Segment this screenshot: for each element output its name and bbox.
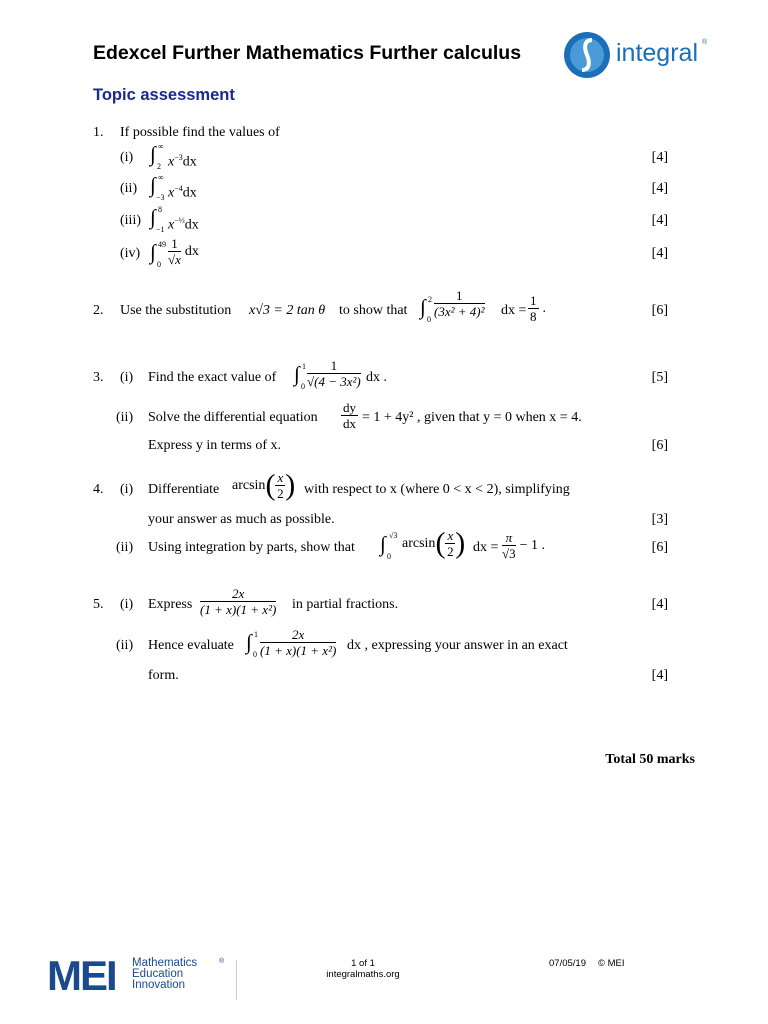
q4-ii-marks: [6] — [651, 540, 668, 555]
page-title: Edexcel Further Mathematics Further calculus — [93, 42, 522, 64]
footer-divider — [236, 960, 237, 1000]
q4-i-marks: [3] — [651, 512, 668, 527]
q3-number: 3. — [93, 370, 104, 385]
q4-ii-integral: ∫ √3 0 — [380, 531, 398, 561]
q2-fraction: $\frac{1}{\text{(3x² + 4)²}}$ — [434, 288, 485, 319]
mei-reg-mark: ® — [219, 958, 225, 965]
q2-number: 2. — [93, 303, 104, 318]
q3-i-label: (i) — [120, 370, 134, 385]
mei-line3: Innovation — [132, 979, 186, 991]
mei-logo-mark: MEI — [47, 952, 116, 999]
q1-ii-integrand: $x^{-4}dx$ — [168, 184, 197, 201]
q4-i-text-a: Differentiate — [148, 482, 220, 497]
q1-i-integral: ∫ ∞ 2 — [150, 142, 164, 171]
q5-i-label: (i) — [120, 597, 134, 612]
q5-i-text-a: Express — [148, 597, 193, 612]
q5-i-text-b: in partial fractions. — [292, 597, 399, 612]
q1-ii-marks: [4] — [651, 181, 668, 196]
q1-ii-integral: ∫ ∞ −3 — [150, 173, 165, 202]
lower-limit: −1 — [156, 225, 165, 234]
upper-limit: 1 — [302, 362, 306, 371]
q1-iii-integrand: $x^{-\frac{1}{3}}dx$ — [168, 216, 199, 233]
mei-logo-words — [132, 958, 197, 991]
q3-ii-derivative: $\frac{dy}{dx}$ — [343, 400, 356, 431]
mei-logo — [47, 952, 237, 999]
q2-integral: ∫ 2 0 — [420, 295, 432, 324]
q5-ii-marks: [4] — [651, 668, 668, 683]
q1-part-label: (iii) — [120, 213, 141, 228]
q5-i-fraction: $\frac{2x}{\text{(1 + x)(1 + x²)}}$ — [200, 586, 277, 617]
integral-logo-icon — [562, 30, 614, 80]
q3-i-fraction: $\frac{1}{\text{√(4 − 3x²)}}$ — [307, 358, 361, 389]
q4-number: 4. — [93, 482, 104, 497]
page-subtitle: Topic assessment — [93, 86, 235, 104]
q3-i-integral: ∫ 1 0 — [294, 362, 306, 391]
q2-marks: [6] — [651, 303, 668, 318]
lower-limit: 0 — [301, 382, 305, 391]
lower-limit: 0 — [253, 650, 257, 659]
total-marks: Total 50 marks — [605, 752, 695, 767]
q4-ii-dx: dx = — [473, 540, 499, 555]
q2-dx: dx = — [501, 303, 527, 318]
q1-iv-integral: ∫ 49 0 — [150, 240, 166, 269]
integral-logo-text: integral — [616, 39, 698, 67]
q5-ii-label: (ii) — [116, 638, 134, 653]
q1-i-marks: [4] — [651, 150, 668, 165]
lower-limit: 2 — [157, 162, 161, 171]
q5-ii-integral: ∫ 1 0 — [246, 630, 258, 659]
upper-limit: 8 — [158, 205, 162, 214]
q2-text-a: Use the substitution — [120, 303, 232, 318]
q1-i-integrand: $x^{-3}dx$ — [168, 153, 197, 170]
lower-limit: −3 — [156, 193, 165, 202]
q1-iii-integral: ∫ 8 −1 — [150, 205, 165, 234]
upper-limit: 49 — [158, 240, 166, 249]
q3-ii-rhs: = 1 + 4y² , given that y = 0 when x = 4. — [362, 410, 582, 425]
q1-number: 1. — [93, 125, 104, 140]
q2-text-b: to show that — [339, 303, 408, 318]
q4-i-label: (i) — [120, 482, 134, 497]
lower-limit: 0 — [387, 552, 391, 561]
q4-ii-result: $\frac{\pi}{√3}$ − 1 . — [502, 530, 546, 561]
q5-ii-line2: form. — [148, 668, 179, 683]
q5-ii-text-b: dx , expressing your answer in an exact — [347, 638, 568, 653]
q5-i-marks: [4] — [651, 597, 668, 612]
q3-i-text: Find the exact value of — [148, 370, 277, 385]
q3-ii-label: (ii) — [116, 410, 134, 425]
upper-limit: 1 — [254, 630, 258, 639]
q4-ii-text: Using integration by parts, show that — [148, 540, 355, 555]
upper-limit: ∞ — [158, 173, 164, 182]
q1-part-label: (ii) — [120, 181, 138, 196]
upper-limit: √3 — [389, 531, 398, 540]
q1-iv-fraction: $\frac{1}{√x}$ dx — [168, 236, 199, 267]
mei-line1: Mathematics — [132, 957, 198, 969]
q3-ii-text: Solve the differential equation — [148, 410, 318, 425]
footer-page: 1 of 1 — [351, 958, 375, 969]
footer-date: 07/05/19 — [549, 958, 586, 969]
q1-part-label: (iv) — [120, 246, 141, 261]
integral-logo-reg: ® — [702, 39, 708, 46]
q4-i-arcsin: arcsin( $\frac{x}{2}$ ) — [232, 468, 296, 502]
q1-iv-marks: [4] — [651, 246, 668, 261]
q5-ii-fraction: $\frac{2x}{\text{(1 + x)(1 + x²)}}$ — [260, 627, 337, 658]
q2-substitution: x√3 = 2 tan θ — [249, 303, 326, 318]
q4-ii-arcsin: arcsin( $\frac{x}{2}$ ) — [402, 526, 466, 560]
q4-i-line2: your answer as much as possible. — [148, 512, 335, 527]
upper-limit: 2 — [428, 295, 432, 304]
lower-limit: 0 — [157, 260, 161, 269]
q1-stem: If possible find the values of — [120, 125, 280, 140]
q1-part-label: (i) — [120, 150, 134, 165]
lower-limit: 0 — [427, 315, 431, 324]
q1-iii-marks: [4] — [651, 213, 668, 228]
q4-i-text-b: with respect to x (where 0 < x < 2), simplifying — [304, 482, 570, 497]
upper-limit: ∞ — [158, 142, 164, 151]
mei-line2: Education — [132, 968, 184, 980]
q3-i-marks: [5] — [651, 370, 668, 385]
footer-site-link[interactable]: integralmaths.org — [326, 969, 400, 980]
footer-copyright: © MEI — [598, 958, 625, 969]
q5-number: 5. — [93, 597, 104, 612]
q4-ii-label: (ii) — [116, 540, 134, 555]
q3-ii-marks: [6] — [651, 438, 668, 453]
integral-logo — [562, 30, 712, 80]
q5-ii-text-a: Hence evaluate — [148, 638, 234, 653]
q3-ii-line2: Express y in terms of x. — [148, 438, 281, 453]
q3-i-dx: dx . — [366, 370, 387, 385]
q2-result: $\frac{1}{8}$ . — [530, 293, 546, 324]
